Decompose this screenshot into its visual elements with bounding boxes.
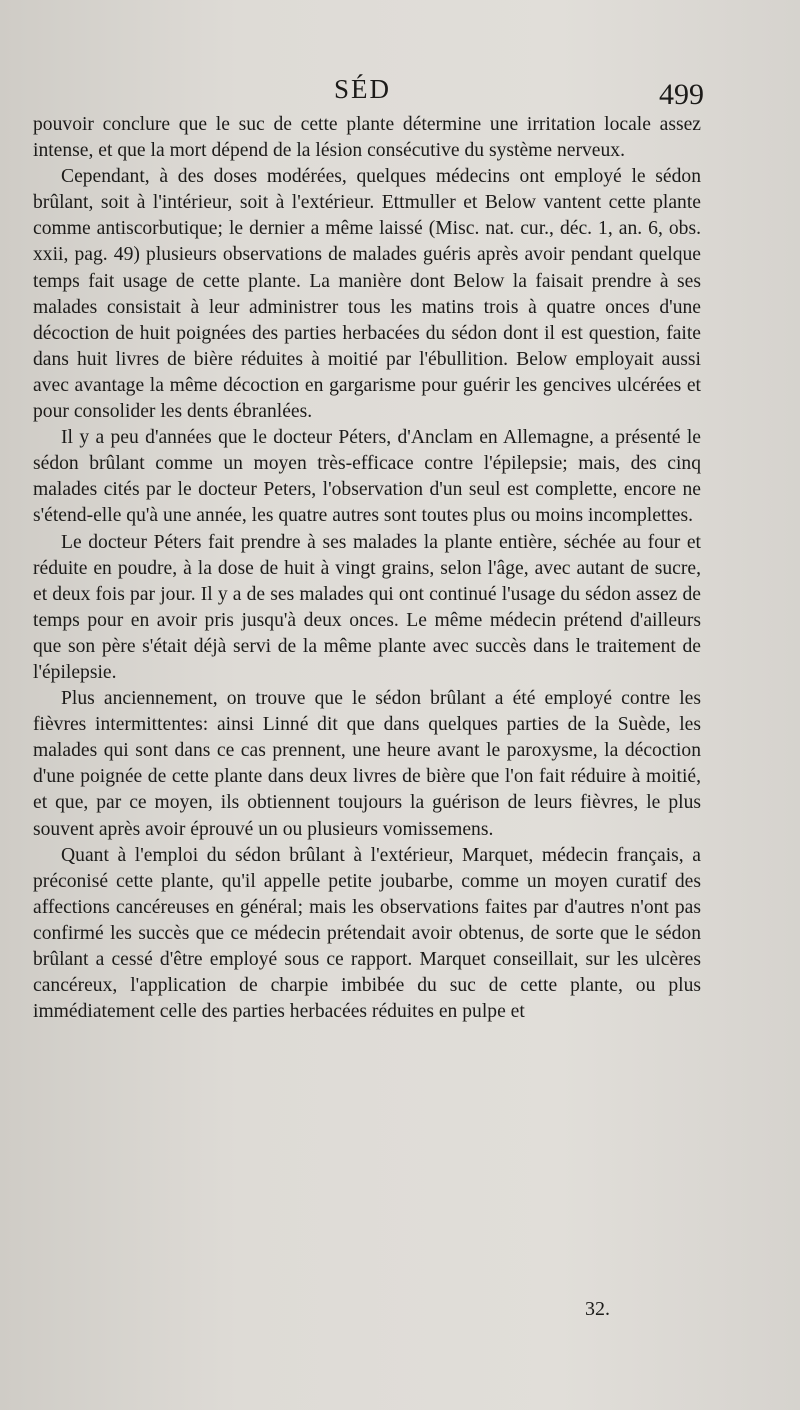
paragraph-moderate-doses: Cependant, à des doses modérées, quelques médecins ont employé le sédon brûlant, soit à l'intérieur, soit à l'extérieur. Ettmuller et Below vantent cette plante comme antiscorbutique; le dernier a même laissé (Misc. nat. cur., déc. 1, an. 6, obs. xxii, pag. 49) plusieurs observations de malades guéris après avoir pendant quelque temps fait usage de cette plante. La manière dont Below la faisait prendre à ses malades consistait à leur administrer tous les matins trois à quatre onces d'une décoction de huit poignées des parties herbacées du sédon dont il est question, faite dans huit livres de bière réduites à moitié par l'ébullition. Below employait aussi avec avantage la même décoction en gargarisme pour guérir les gencives ulcérées et pour consolider les dents ébranlées. xyxy=(33,166,701,423)
paragraph-peters-epilepsy: Il y a peu d'années que le docteur Péters, d'Anclam en Allemagne, a présenté le sédon brûlant comme un moyen très-efficace contre l'épilepsie; mais, des cinq malades cités par le docteur Peters, l'observation d'un seul est complette, encore ne s'étend-elle qu'à une année, les quatre autres sont toutes plus ou moins incomplettes. xyxy=(33,427,701,527)
page-header xyxy=(0,74,800,114)
paragraph-peters-dosage: Le docteur Péters fait prendre à ses malades la plante entière, séchée au four et réduite en poudre, à la dose de huit à vingt grains, selon l'âge, avec autant de sucre, et deux fois par jour. Il y a de ses malades qui ont continué l'usage du sédon assez de temps pour en avoir pris jusqu'à deux onces. Le même médecin prétend d'ailleurs que son père s'était déjà servi de la même plante avec succès dans le traitement de l'épilepsie. xyxy=(33,531,701,683)
page-number: 499 xyxy=(659,78,704,111)
signature-mark: 32. xyxy=(585,1298,610,1320)
paragraph-external-use: Quant à l'emploi du sédon brûlant à l'extérieur, Marquet, médecin français, a préconisé cette plante, qu'il appelle petite joubarbe, comme un moyen curatif des affections cancéreuses en général; mais les observations faites par d'autres n'ont pas confirmé les succès que ce médecin prétendait avoir obtenus, de sorte que le sédon brûlant a cessé d'être employé sous ce rapport. Marquet conseillait, sur les ulcères cancéreux, l'application de charpie imbibée du suc de cette plante, ou plus immédiatement celle des parties herbacées réduites en pulpe et xyxy=(33,844,701,1023)
paragraph-continuation: pouvoir conclure que le suc de cette plante détermine une irritation locale assez intense, et que la mort dépend de la lésion consécutive du système nerveux. xyxy=(33,114,701,162)
paragraph-intermittent-fevers: Plus anciennement, on trouve que le sédon brûlant a été employé contre les fièvres intermittentes: ainsi Linné dit que dans quelques parties de la Suède, les malades qui sont dans ce cas prennent, une heure avant le paroxysme, la décoction d'une poignée de cette plante dans deux livres de bière que l'on fait réduire à moitié, et que, par ce moyen, ils obtiennent toujours la guérison de leurs fièvres, le plus souvent après avoir éprouvé un ou plusieurs vomissemens. xyxy=(33,688,701,840)
running-head: SÉD xyxy=(334,74,392,104)
body-text xyxy=(33,112,701,1025)
